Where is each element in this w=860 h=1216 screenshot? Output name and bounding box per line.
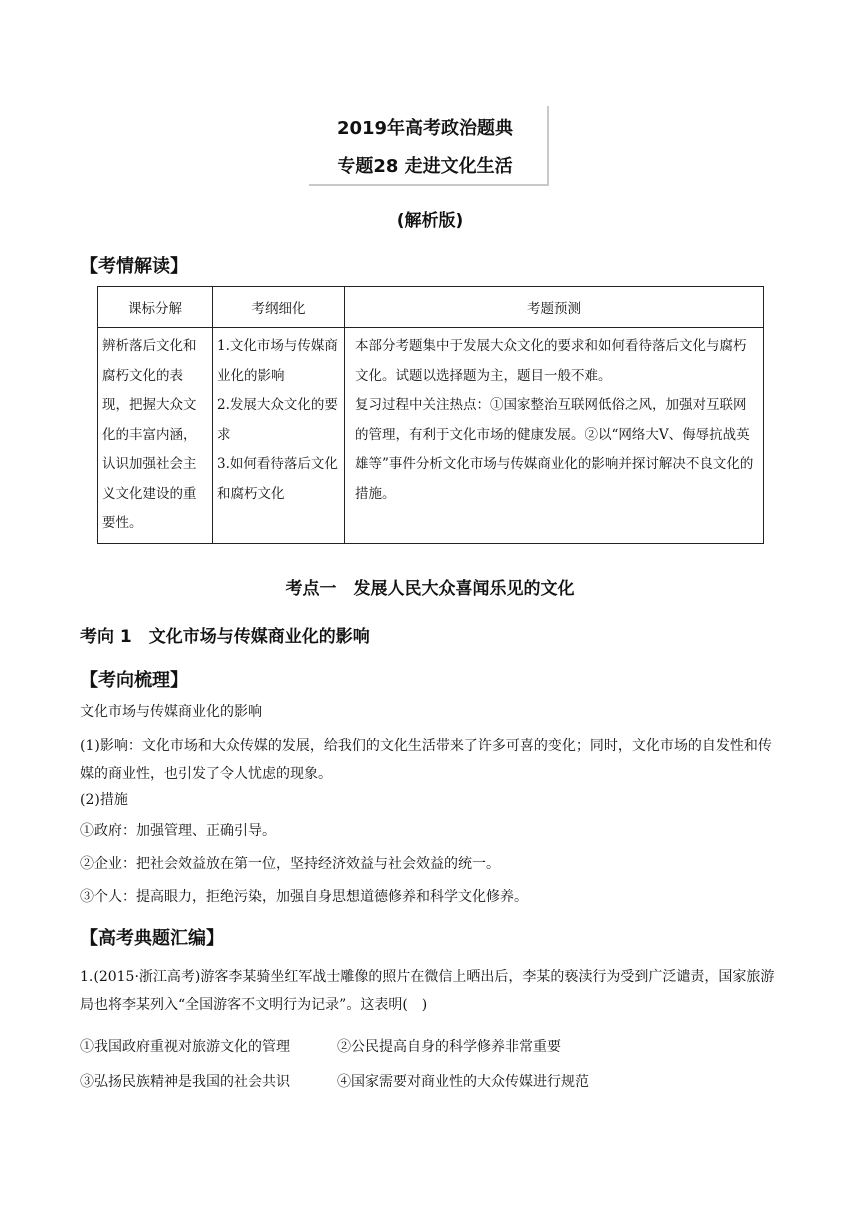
content-line: ①政府：加强管理、正确引导。 <box>80 823 276 839</box>
table-row <box>98 328 764 544</box>
content-line: ③个人：提高眼力，拒绝污染，加强自身思想道德修养和科学文化修养。 <box>80 889 528 905</box>
outline-item: 1.文化市场与传媒商业化的影响 <box>217 338 338 384</box>
kaoxiang-heading: 考向 1 文化市场与传媒商业化的影响 <box>80 627 370 647</box>
kaodian-heading: 考点一 发展人民大众喜闻乐见的文化 <box>285 579 575 599</box>
table-header-cell: 考题预测 <box>345 287 764 328</box>
table-header-cell: 考纲细化 <box>213 287 345 328</box>
content-line: 文化市场与传媒商业化的影响 <box>80 704 262 720</box>
question-option: ④国家需要对商业性的大众传媒进行规范 <box>337 1074 589 1090</box>
table-cell-prediction <box>345 328 764 544</box>
doc-topic: 专题28 走进文化生活 <box>337 156 513 177</box>
question-stem: 1.(2015·浙江高考)游客李某骑坐红军战士雕像的照片在微信上晒出后，李某的亵渎行为受到广泛谴责，国家旅游局也将李某列入“全国游客不文明行为记录”。这表明( ) <box>80 969 775 1013</box>
section-shuli-heading: 【考向梳理】 <box>80 670 188 691</box>
content-line: (2)措施 <box>80 792 128 808</box>
prediction-para: 本部分考题集中于发展大众文化的要求和如何看待落后文化与腐朽文化。试题以选择题为主，题目一般不难。 <box>355 338 747 384</box>
table-cell-standard: 辨析落后文化和腐朽文化的表现，把握大众文化的丰富内涵，认识加强社会主义文化建设的重要性。 <box>98 328 213 544</box>
question-option: ①我国政府重视对旅游文化的管理 <box>80 1039 290 1055</box>
content-line: ②企业：把社会效益放在第一位，坚持经济效益与社会效益的统一。 <box>80 856 500 872</box>
section-kaoqing-heading: 【考情解读】 <box>80 256 188 277</box>
table-header-row <box>98 287 764 328</box>
prediction-para: 复习过程中关注热点：①国家整治互联网低俗之风，加强对互联网的管理，有利于文化市场的健康发展。②以“网络大V、侮辱抗战英雄等”事件分析文化市场与传媒商业化的影响并探讨解决不良文化的措施。 <box>355 397 754 502</box>
doc-subtitle: (解析版) <box>396 211 464 231</box>
table-header-cell: 课标分解 <box>98 287 213 328</box>
outline-item: 3.如何看待落后文化和腐朽文化 <box>217 456 338 502</box>
exam-analysis-table <box>97 286 764 544</box>
section-huibian-heading: 【高考典题汇编】 <box>80 928 224 949</box>
question-option: ③弘扬民族精神是我国的社会共识 <box>80 1074 290 1090</box>
content-paragraph: (1)影响：文化市场和大众传媒的发展，给我们的文化生活带来了许多可喜的变化；同时，文化市场的自发性和传媒的商业性，也引发了令人忧虑的现象。 <box>80 738 772 782</box>
title-box <box>309 106 549 186</box>
doc-title: 2019年高考政治题典 <box>336 118 514 139</box>
outline-item: 2.发展大众文化的要求 <box>217 397 338 443</box>
question-option: ②公民提高自身的科学修养非常重要 <box>337 1039 561 1055</box>
table-cell-outline <box>213 328 345 544</box>
